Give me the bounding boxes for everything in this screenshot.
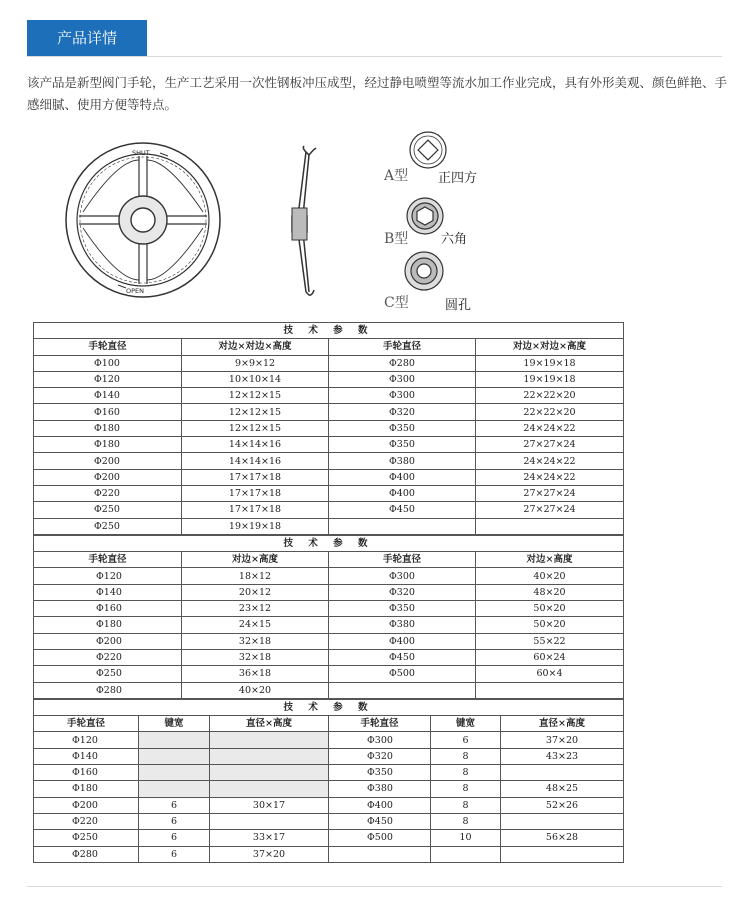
- type-a-square-bore: [410, 132, 446, 168]
- table-row: [34, 453, 624, 469]
- table-cell: Φ300: [329, 371, 476, 387]
- table-cell: 17×17×18: [182, 469, 329, 485]
- table-cell: Φ300: [329, 388, 476, 404]
- table-cell: Φ200: [34, 633, 182, 649]
- table-cell: Φ350: [329, 420, 476, 436]
- table-cell: [210, 748, 329, 764]
- table-cell: [329, 682, 476, 698]
- table-cell: 24×15: [182, 617, 329, 633]
- table-cell: 56×28: [501, 830, 624, 846]
- table-cell: [476, 518, 624, 534]
- table-cell: [329, 518, 476, 534]
- table-cell: 20×12: [182, 584, 329, 600]
- table-cell: 手轮直径: [34, 552, 182, 568]
- table-title-row: [34, 699, 624, 715]
- table-cell: 23×12: [182, 601, 329, 617]
- type-b-label: B型: [384, 231, 409, 247]
- table-row: [34, 765, 624, 781]
- table-cell: Φ220: [34, 813, 139, 829]
- table-cell: 6: [139, 797, 210, 813]
- table-title-row: [34, 323, 624, 339]
- type-c-label: C型: [384, 295, 409, 311]
- table-cell: 17×17×18: [182, 502, 329, 518]
- table-row: [34, 633, 624, 649]
- table-cell: Φ200: [34, 469, 182, 485]
- spec-table-hex: [33, 535, 624, 699]
- table-cell: Φ220: [34, 649, 182, 665]
- table-row: [34, 797, 624, 813]
- table-cell: 22×22×20: [476, 404, 624, 420]
- table-cell: Φ180: [34, 617, 182, 633]
- table-cell: 40×20: [476, 568, 624, 584]
- table-cell: [501, 765, 624, 781]
- table-cell: [501, 813, 624, 829]
- table-cell: 27×27×24: [476, 485, 624, 501]
- table-row: [34, 437, 624, 453]
- table-cell: [210, 732, 329, 748]
- table-header-row: [34, 716, 624, 732]
- table-cell: Φ250: [34, 502, 182, 518]
- table-cell: Φ120: [34, 568, 182, 584]
- open-label: OPEN: [126, 287, 145, 295]
- table-header-row: [34, 552, 624, 568]
- table-cell: Φ280: [34, 846, 139, 862]
- table-row: [34, 846, 624, 862]
- table-cell: 对边×高度: [476, 552, 624, 568]
- table-cell: Φ200: [34, 797, 139, 813]
- table-row: [34, 813, 624, 829]
- table-cell: Φ160: [34, 404, 182, 420]
- table-row: [34, 666, 624, 682]
- table-cell: Φ100: [34, 355, 182, 371]
- table-cell: Φ140: [34, 584, 182, 600]
- table-cell: 33×17: [210, 830, 329, 846]
- table-cell: Φ350: [329, 601, 476, 617]
- table-cell: Φ380: [329, 453, 476, 469]
- table-row: [34, 781, 624, 797]
- table-cell: Φ300: [329, 732, 431, 748]
- table-row: [34, 502, 624, 518]
- product-intro: 该产品是新型阀门手轮，生产工艺采用一次性钢板冲压成型，经过静电喷塑等流水加工作业完成，具有外形美观、颜色鲜艳、手感细腻、使用方便等特点。: [27, 75, 728, 112]
- table-cell: [139, 765, 210, 781]
- table-cell: 19×19×18: [182, 518, 329, 534]
- table-cell: [210, 765, 329, 781]
- table-cell: 技 术 参 数: [34, 699, 624, 715]
- table-cell: Φ160: [34, 765, 139, 781]
- table-cell: Φ250: [34, 518, 182, 534]
- table-cell: 对边×高度: [182, 552, 329, 568]
- table-cell: Φ320: [329, 748, 431, 764]
- table-cell: Φ450: [329, 813, 431, 829]
- table-cell: [329, 846, 431, 862]
- table-cell: 对边×对边×高度: [182, 339, 329, 355]
- table-cell: [431, 846, 501, 862]
- table-cell: 30×17: [210, 797, 329, 813]
- table-row: [34, 748, 624, 764]
- table-cell: 22×22×20: [476, 388, 624, 404]
- table-cell: 14×14×16: [182, 437, 329, 453]
- table-row: [34, 617, 624, 633]
- table-cell: Φ120: [34, 732, 139, 748]
- table-cell: 10: [431, 830, 501, 846]
- table-cell: 24×24×22: [476, 420, 624, 436]
- table-cell: 手轮直径: [329, 552, 476, 568]
- table-cell: 直径×高度: [501, 716, 624, 732]
- table-cell: 手轮直径: [329, 339, 476, 355]
- table-cell: Φ350: [329, 437, 476, 453]
- table-cell: 手轮直径: [329, 716, 431, 732]
- table-cell: Φ250: [34, 830, 139, 846]
- table-cell: Φ120: [34, 371, 182, 387]
- table-cell: 键宽: [139, 716, 210, 732]
- table-cell: 52×26: [501, 797, 624, 813]
- table-cell: Φ250: [34, 666, 182, 682]
- table-row: [34, 355, 624, 371]
- table-cell: [139, 732, 210, 748]
- table-cell: 50×20: [476, 617, 624, 633]
- table-cell: 8: [431, 797, 501, 813]
- table-cell: Φ350: [329, 765, 431, 781]
- type-a-name: 正四方: [438, 171, 478, 186]
- table-cell: 17×17×18: [182, 485, 329, 501]
- type-c-name: 圆孔: [445, 298, 472, 313]
- table-cell: Φ140: [34, 388, 182, 404]
- handwheel-side-view: [292, 146, 316, 295]
- table-cell: 12×12×15: [182, 404, 329, 420]
- table-cell: Φ200: [34, 453, 182, 469]
- table-cell: 6: [139, 813, 210, 829]
- table-cell: 60×4: [476, 666, 624, 682]
- table-cell: 48×25: [501, 781, 624, 797]
- table-cell: Φ180: [34, 437, 182, 453]
- table-cell: 32×18: [182, 649, 329, 665]
- table-cell: 8: [431, 781, 501, 797]
- table-row: [34, 732, 624, 748]
- table-cell: [476, 682, 624, 698]
- table-cell: 8: [431, 813, 501, 829]
- table-cell: Φ140: [34, 748, 139, 764]
- table-cell: 43×23: [501, 748, 624, 764]
- table-title-row: [34, 535, 624, 551]
- table-cell: Φ180: [34, 781, 139, 797]
- handwheel-drawing: [0, 0, 750, 320]
- table-cell: 19×19×18: [476, 355, 624, 371]
- table-cell: 60×24: [476, 649, 624, 665]
- spec-table-round: [33, 699, 624, 863]
- table-cell: 37×20: [210, 846, 329, 862]
- type-a-label: A型: [384, 168, 409, 184]
- table-cell: 27×27×24: [476, 502, 624, 518]
- table-row: [34, 601, 624, 617]
- table-cell: Φ400: [329, 797, 431, 813]
- table-cell: 直径×高度: [210, 716, 329, 732]
- table-cell: 9×9×12: [182, 355, 329, 371]
- table-cell: 12×12×15: [182, 388, 329, 404]
- table-cell: Φ300: [329, 568, 476, 584]
- table-cell: 50×20: [476, 601, 624, 617]
- table-cell: [501, 846, 624, 862]
- shut-label: SHUT: [132, 149, 150, 157]
- table-row: [34, 518, 624, 534]
- table-cell: Φ400: [329, 469, 476, 485]
- table-cell: [210, 813, 329, 829]
- table-cell: 键宽: [431, 716, 501, 732]
- type-b-hex-bore: [407, 198, 443, 234]
- table-cell: 10×10×14: [182, 371, 329, 387]
- table-row: [34, 420, 624, 436]
- table-row: [34, 371, 624, 387]
- table-cell: 36×18: [182, 666, 329, 682]
- table-cell: 6: [139, 846, 210, 862]
- table-cell: 12×12×15: [182, 420, 329, 436]
- spec-table-square: [33, 322, 624, 535]
- table-cell: [139, 748, 210, 764]
- footer-divider: [27, 886, 722, 887]
- table-row: [34, 469, 624, 485]
- table-cell: Φ400: [329, 633, 476, 649]
- handwheel-front-view: [66, 143, 220, 297]
- table-header-row: [34, 339, 624, 355]
- table-cell: 技 术 参 数: [34, 535, 624, 551]
- table-cell: 24×24×22: [476, 469, 624, 485]
- table-row: [34, 485, 624, 501]
- tab-product-details[interactable]: 产品详情: [27, 20, 147, 56]
- table-cell: 14×14×16: [182, 453, 329, 469]
- table-cell: 24×24×22: [476, 453, 624, 469]
- table-cell: Φ280: [329, 355, 476, 371]
- table-cell: 27×27×24: [476, 437, 624, 453]
- table-row: [34, 388, 624, 404]
- type-c-round-bore: [405, 252, 443, 290]
- table-cell: 手轮直径: [34, 339, 182, 355]
- table-cell: 手轮直径: [34, 716, 139, 732]
- table-cell: 技 术 参 数: [34, 323, 624, 339]
- table-cell: Φ500: [329, 666, 476, 682]
- table-cell: Φ320: [329, 404, 476, 420]
- table-row: [34, 584, 624, 600]
- table-row: [34, 404, 624, 420]
- table-cell: Φ400: [329, 485, 476, 501]
- table-cell: 40×20: [182, 682, 329, 698]
- table-cell: Φ320: [329, 584, 476, 600]
- table-cell: Φ450: [329, 649, 476, 665]
- table-cell: [210, 781, 329, 797]
- table-row: [34, 830, 624, 846]
- table-cell: 55×22: [476, 633, 624, 649]
- table-cell: Φ220: [34, 485, 182, 501]
- table-cell: Φ500: [329, 830, 431, 846]
- type-b-name: 六角: [441, 232, 468, 247]
- table-row: [34, 649, 624, 665]
- table-row: [34, 568, 624, 584]
- table-cell: 6: [431, 732, 501, 748]
- table-cell: 37×20: [501, 732, 624, 748]
- table-cell: Φ280: [34, 682, 182, 698]
- table-cell: 6: [139, 830, 210, 846]
- table-cell: 32×18: [182, 633, 329, 649]
- table-cell: Φ380: [329, 617, 476, 633]
- table-cell: 对边×对边×高度: [476, 339, 624, 355]
- table-row: [34, 682, 624, 698]
- table-cell: 8: [431, 765, 501, 781]
- table-cell: 19×19×18: [476, 371, 624, 387]
- table-cell: 48×20: [476, 584, 624, 600]
- table-cell: Φ380: [329, 781, 431, 797]
- table-cell: Φ450: [329, 502, 476, 518]
- table-cell: 18×12: [182, 568, 329, 584]
- table-cell: 8: [431, 748, 501, 764]
- spec-tables: [33, 322, 623, 863]
- table-cell: [139, 781, 210, 797]
- table-cell: Φ160: [34, 601, 182, 617]
- table-cell: Φ180: [34, 420, 182, 436]
